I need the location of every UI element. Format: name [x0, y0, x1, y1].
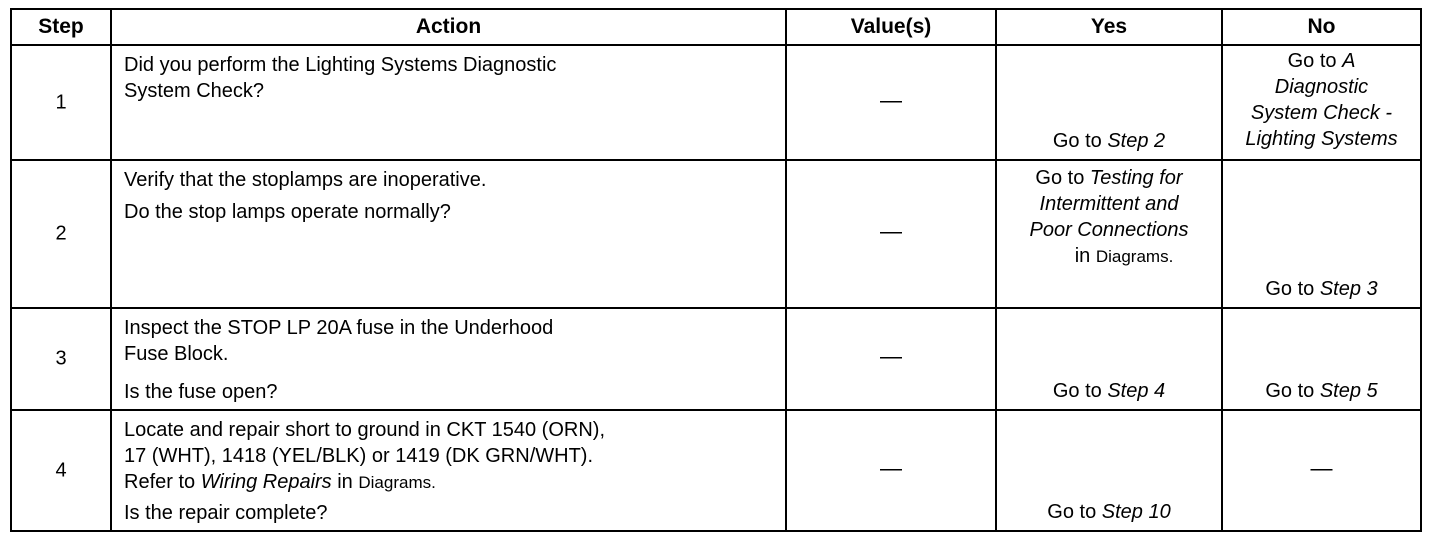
value-text: —	[880, 86, 902, 112]
table-row	[11, 160, 1421, 308]
no-cell	[1222, 45, 1421, 160]
yes-cell	[996, 410, 1222, 531]
step-number: 3	[55, 347, 67, 370]
yes-cell	[996, 45, 1222, 160]
yes-cell	[996, 160, 1222, 308]
no-text: —	[1310, 454, 1333, 480]
step-cell	[11, 308, 111, 410]
yes-link[interactable]: Testing for	[1089, 167, 1183, 189]
no-link[interactable]: Diagnostic	[1274, 76, 1369, 98]
step-number: 2	[55, 222, 67, 245]
action-text: Verify that the stoplamps are inoperative.	[124, 169, 487, 191]
table-header-row	[11, 9, 1421, 45]
step-cell	[11, 410, 111, 531]
action-text: Did you perform the Lighting Systems Diagnostic	[124, 54, 557, 76]
yes-link[interactable]: Poor Connections	[1029, 219, 1189, 241]
no-cell	[1222, 410, 1421, 531]
header-values: Value(s)	[786, 9, 996, 45]
step-cell	[11, 45, 111, 160]
value-text: —	[880, 218, 902, 244]
no-text: Go to Step 5	[1265, 380, 1378, 402]
no-text: Go to A Diagnostic System Check - Lighting Systems	[1223, 48, 1420, 152]
header-yes: Yes	[996, 9, 1222, 45]
no-link[interactable]: Lighting Systems	[1245, 128, 1398, 150]
yes-link[interactable]: Step 4	[1107, 380, 1166, 402]
value-cell	[786, 45, 996, 160]
wiring-repairs-link[interactable]: Wiring Repairs	[200, 471, 332, 493]
yes-link[interactable]: Intermittent and	[1039, 193, 1179, 215]
action-cell	[111, 410, 786, 531]
value-text: —	[880, 454, 902, 480]
doc-ref: Diagrams.	[358, 473, 436, 492]
step-cell	[11, 160, 111, 308]
no-cell	[1222, 308, 1421, 410]
table-row	[11, 410, 1421, 531]
table-row	[11, 45, 1421, 160]
action-text: Locate and repair short to ground in CKT 1540 (ORN),	[124, 419, 605, 441]
no-cell	[1222, 160, 1421, 308]
value-cell	[786, 410, 996, 531]
action-text: Inspect the STOP LP 20A fuse in the Underhood	[124, 317, 554, 339]
header-step: Step	[11, 9, 111, 45]
no-text: Go to Step 3	[1265, 278, 1378, 300]
header-action: Action	[111, 9, 786, 45]
step-number: 1	[55, 91, 67, 113]
diagnostic-table	[10, 8, 1422, 532]
value-cell	[786, 160, 996, 308]
action-question: Is the repair complete?	[124, 502, 328, 524]
yes-text: Go to Step 4	[1052, 380, 1166, 402]
action-text: 17 (WHT), 1418 (YEL/BLK) or 1419 (DK GRN/WHT).	[124, 445, 594, 467]
action-text: Fuse Block.	[124, 343, 229, 365]
yes-text: Go to Step 2	[1052, 130, 1166, 152]
yes-text: Go to Step 10	[1047, 501, 1171, 523]
action-text: System Check?	[124, 80, 265, 102]
yes-cell	[996, 308, 1222, 410]
action-cell	[111, 160, 786, 308]
action-cell	[111, 45, 786, 160]
no-link[interactable]: System Check -	[1250, 102, 1393, 124]
value-cell	[786, 308, 996, 410]
action-cell	[111, 308, 786, 410]
yes-text: Go to Testing for Intermittent and Poor Connections in Diagrams.	[997, 165, 1221, 270]
action-question: Is the fuse open?	[124, 381, 278, 403]
no-link[interactable]: Step 3	[1319, 278, 1378, 300]
action-question: Do the stop lamps operate normally?	[124, 201, 451, 223]
header-no: No	[1222, 9, 1421, 45]
yes-doc-ref: Diagrams.	[1095, 247, 1174, 266]
yes-link[interactable]: Step 10	[1101, 501, 1171, 523]
action-text: Refer to Wiring Repairs in Diagrams.	[124, 471, 436, 493]
yes-link[interactable]: Step 2	[1107, 130, 1166, 152]
no-link[interactable]: A	[1342, 50, 1356, 72]
value-text: —	[880, 343, 902, 369]
table-row	[11, 308, 1421, 410]
step-number: 4	[55, 459, 67, 481]
no-link[interactable]: Step 5	[1319, 380, 1378, 402]
